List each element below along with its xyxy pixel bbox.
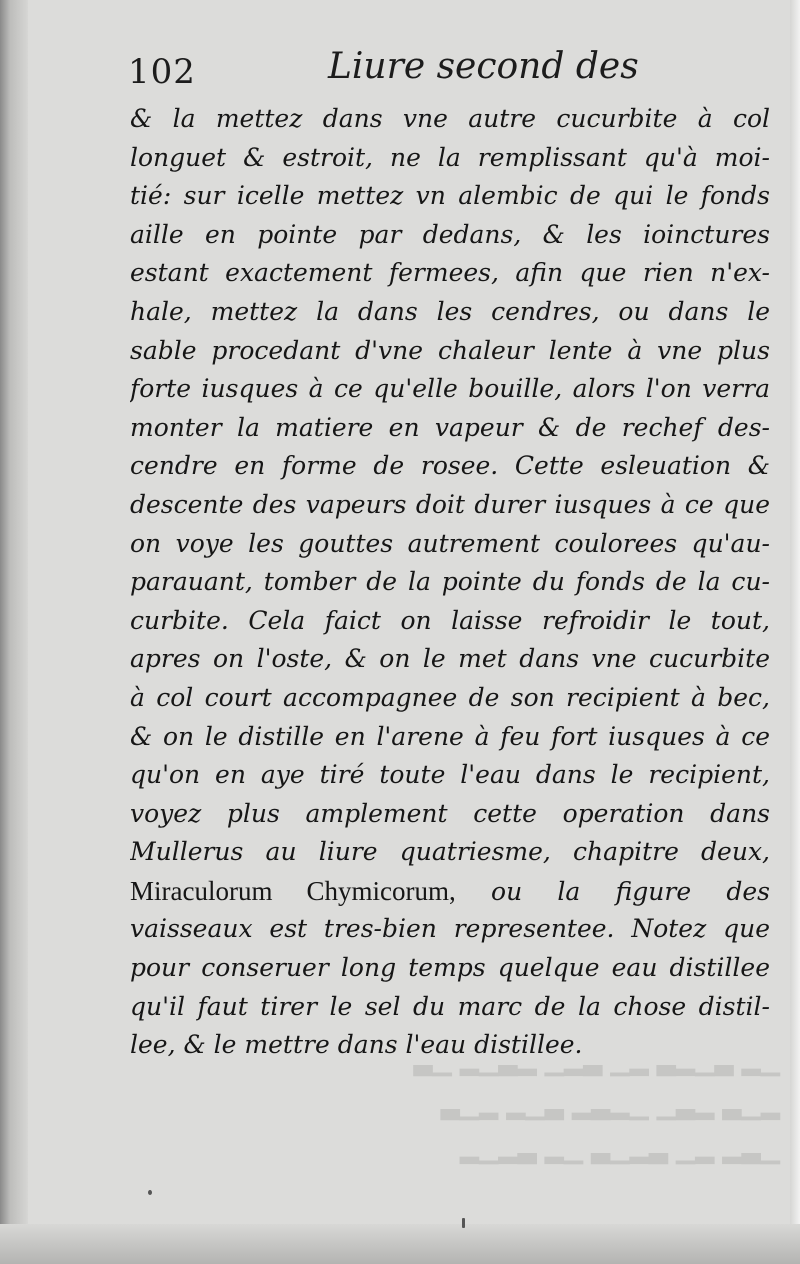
text-line: aille en pointe par dedans, & les ioinctures (130, 219, 770, 249)
running-head: Liure second des (328, 46, 639, 87)
text-line: voyez plus amplement cette operation dans (130, 798, 770, 828)
page-edge-right (790, 0, 800, 1264)
text-line: curbite. Cela faict on laisse refroidir le tout, (130, 605, 770, 635)
text-line: estant exactement fermees, afin que rien n'ex- (130, 258, 770, 288)
roman-title: Miraculorum Chymicorum, (130, 875, 456, 906)
text-line: forte iusques à ce qu'elle bouille, alors l'on verra (130, 374, 770, 404)
text-line: pour conseruer long temps quelque eau distillee (130, 953, 770, 983)
text-line: parauant, tomber de la pointe du fonds de la cu- (130, 567, 770, 597)
ink-speck (148, 1190, 152, 1195)
show-through-texture: ▁▂ ▃▁▂▃ ▂▁ ▃▂▁ ▂▃▁▂ ▁▃ ▂▁▃ ▂▃▁ ▁▂▃▂ ▃▁▂ ▂▁▃ ▁▃▂ ▂▁ ▃▂▁▃ ▁▂ ▃▂▁▂ (413, 1047, 780, 1164)
text-line-final: lee, & le mettre dans l'eau distillee. (130, 1030, 583, 1060)
text-line: vaisseaux est tres-bien representee. Notez que (130, 914, 770, 944)
text-line: sable procedant d'vne chaleur lente à vne plus (130, 335, 770, 365)
body-text (130, 100, 770, 1065)
page-number: 102 (128, 52, 196, 92)
text-line: Mullerus au liure quatriesme, chapitre deux, (130, 837, 770, 867)
text-line: à col court accompagnee de son recipient à bec, (130, 682, 770, 712)
italic-continuation: ou la figure des (455, 876, 770, 906)
text-line: cendre en forme de rosee. Cette esleuation & (130, 451, 770, 481)
text-line-mixed (130, 872, 770, 911)
text-line: longuet & estroit, ne la remplissant qu'à moi- (130, 142, 770, 172)
text-line: monter la matiere en vapeur & de rechef des- (130, 412, 770, 442)
text-line: hale, mettez la dans les cendres, ou dans le (130, 296, 770, 326)
text-line: on voye les gouttes autrement coulorees qu'au- (130, 528, 770, 558)
scan-edge-bottom (0, 1224, 800, 1264)
text-line: & la mettez dans vne autre cucurbite à col (130, 104, 770, 133)
text-line: apres on l'oste, & on le met dans vne cucurbite (130, 644, 770, 674)
ink-speck (462, 1218, 465, 1228)
page-header (128, 44, 768, 94)
text-line: & on le distille en l'arene à feu fort iusques à ce (130, 721, 770, 751)
scan-edge-left (0, 0, 28, 1264)
text-line: qu'il faut tirer le sel du marc de la chose distil- (130, 991, 770, 1021)
text-line: descente des vapeurs doit durer iusques à ce que (130, 489, 770, 519)
text-line: qu'on en aye tiré toute l'eau dans le recipient, (130, 760, 770, 790)
text-line: tié: sur icelle mettez vn alembic de qui le fonds (130, 181, 770, 211)
